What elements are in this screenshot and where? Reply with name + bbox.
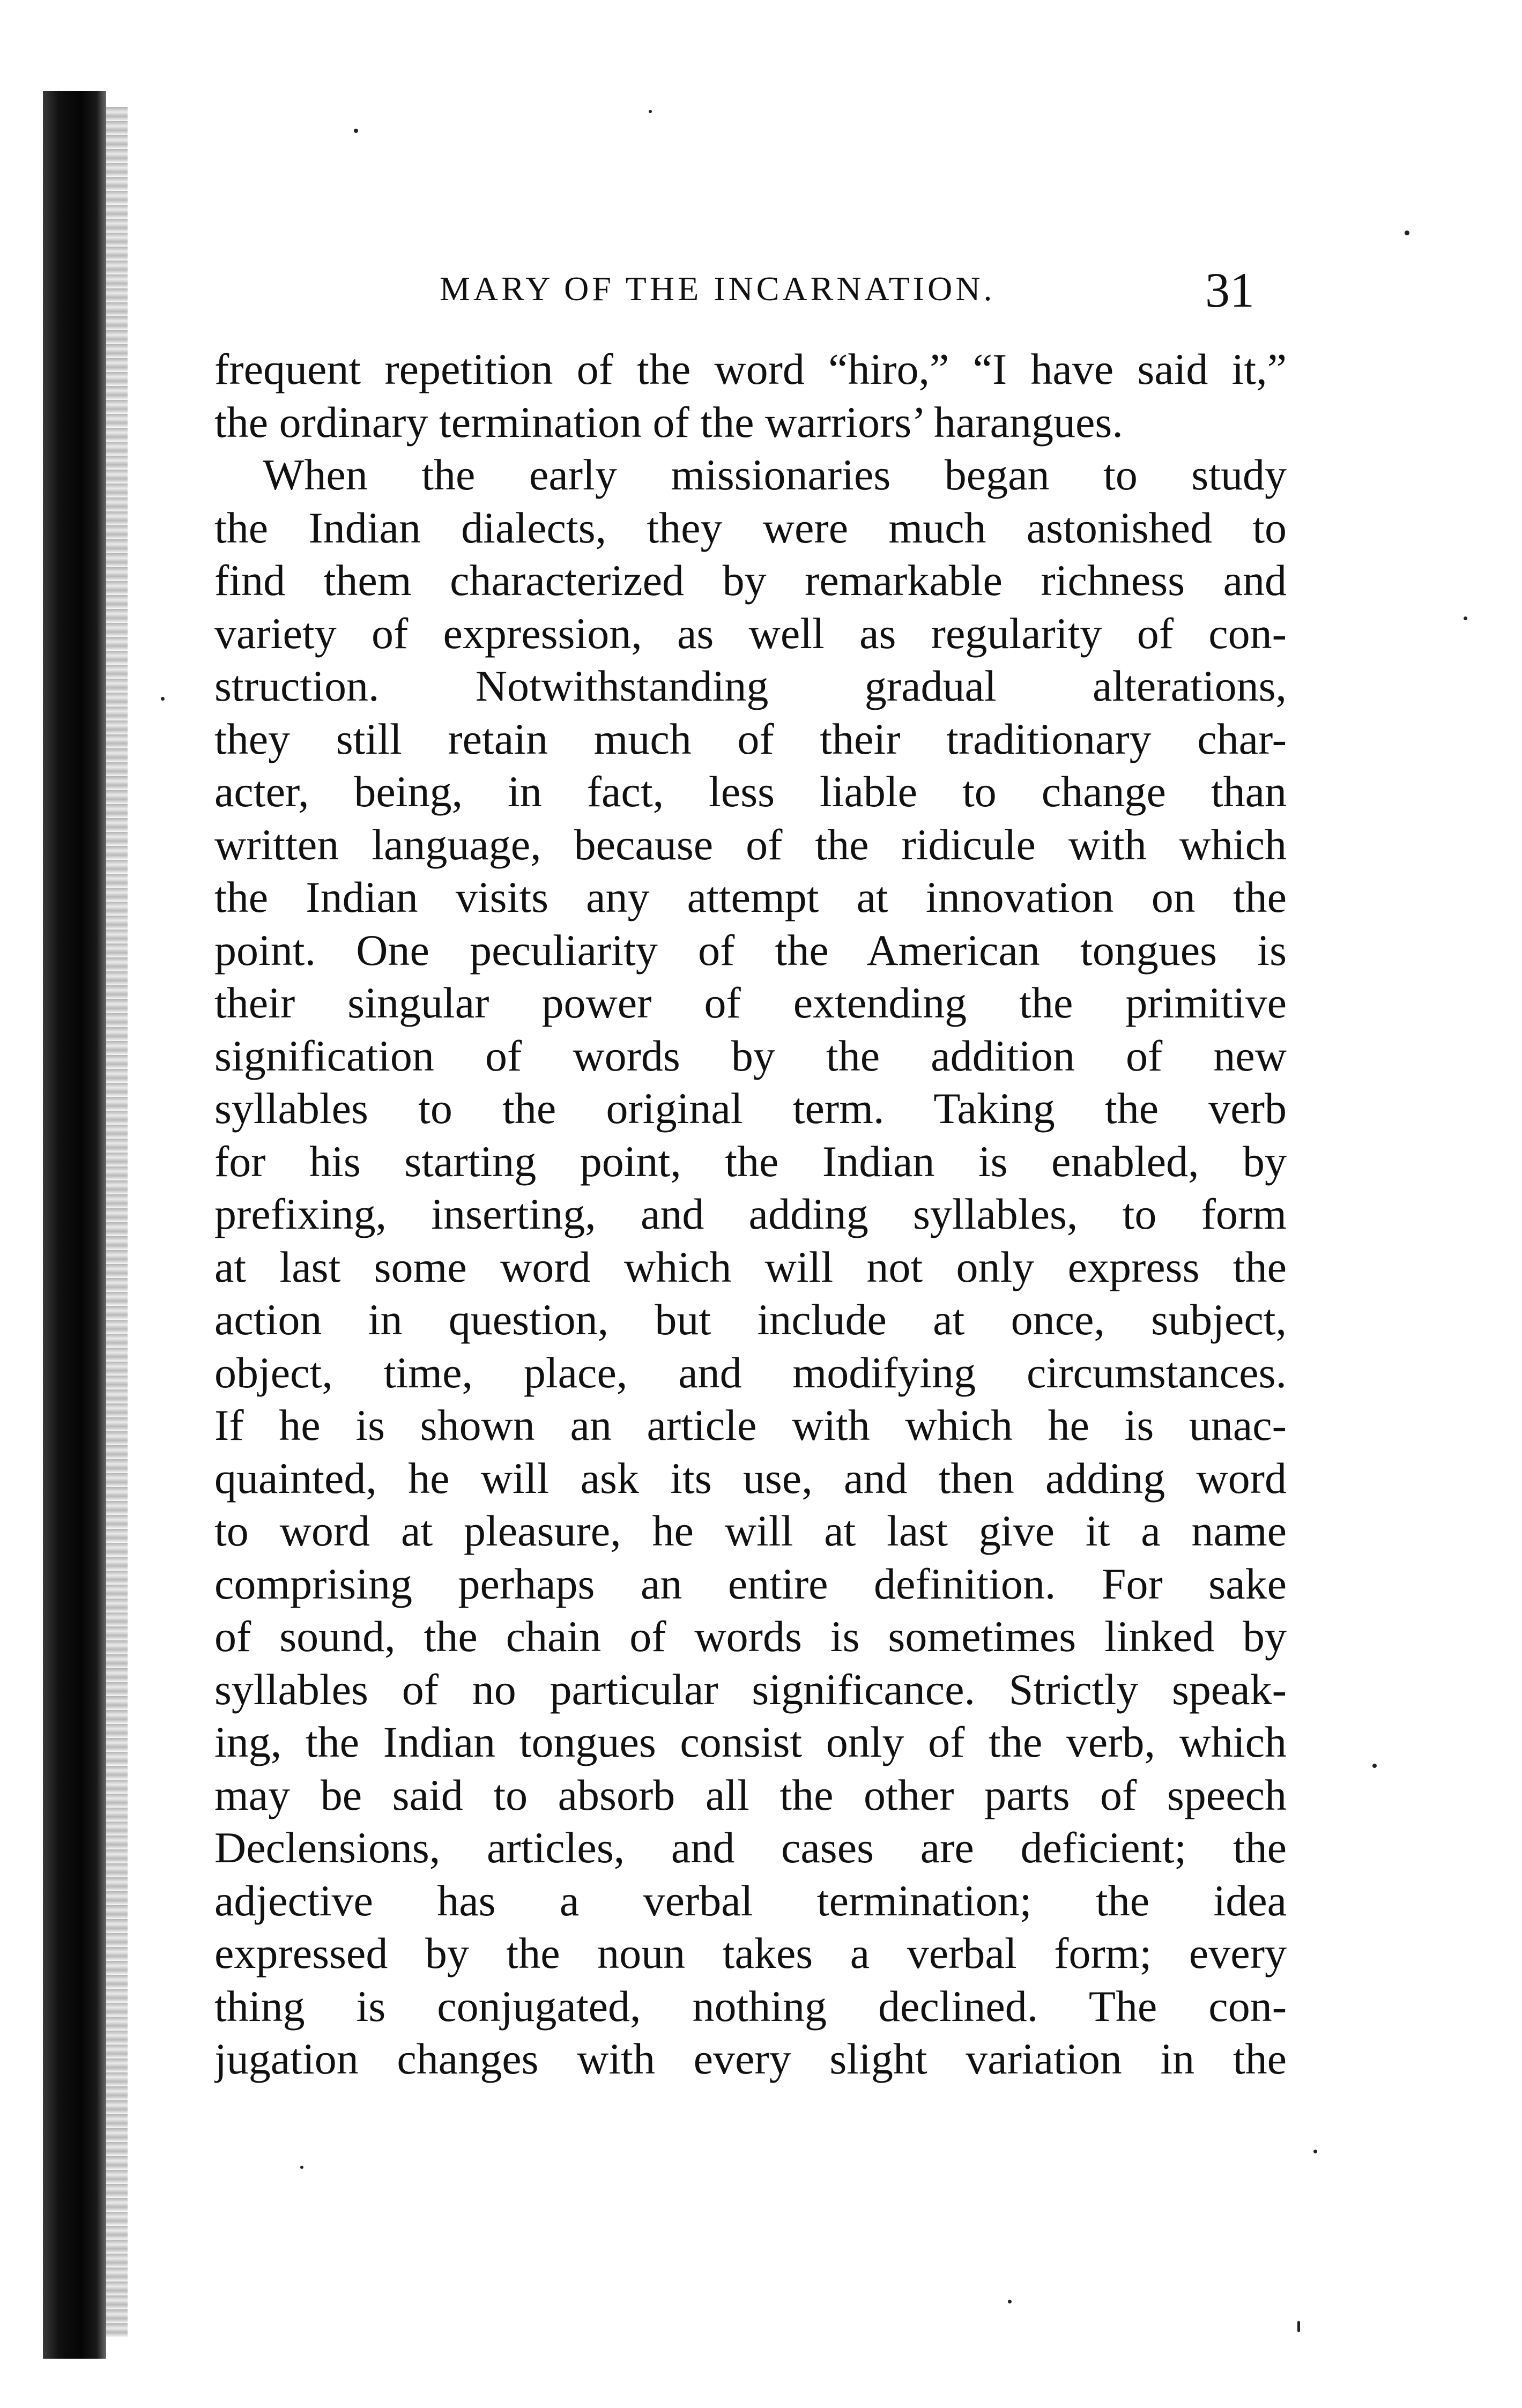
text-line: the Indian dialects, they were much astonished to [214,503,1287,552]
text-line: their singular power of extending the primitive [214,978,1287,1027]
page-number: 31 [1205,263,1254,317]
text-line: frequent repetition of the word “hiro,” “I have said it,” [214,345,1287,393]
text-line: at last some word which will not only express the [214,1242,1287,1291]
text-line: Declensions, articles, and cases are deficient; the [214,1823,1287,1872]
speck [1372,1764,1377,1768]
text-line: written language, because of the ridicule with which [214,820,1287,869]
text-line: the Indian visits any attempt at innovation on the [214,873,1287,921]
text-line: syllables to the original term. Taking the verb [214,1084,1287,1133]
speck [1313,2150,1317,2153]
speck [161,697,165,701]
speck [354,129,358,133]
running-head [440,262,1254,321]
speck [1297,2321,1300,2332]
text-line: struction. Notwithstanding gradual alterations, [214,662,1287,710]
text-line: object, time, place, and modifying circumstances. [214,1348,1287,1397]
binding-edge-fringe [106,107,128,2337]
text-line: syllables of no particular significance. Strictly speak- [214,1664,1287,1714]
speck [300,2166,303,2169]
text-line: find them characterized by remarkable richness and [214,556,1287,605]
text-line: of sound, the chain of words is sometimes linked by [214,1612,1287,1661]
text-line: thing is conjugated, nothing declined. The con- [214,1981,1287,2031]
text-line: prefixing, inserting, and adding syllables, to form [214,1190,1287,1238]
text-line: action in question, but include at once, subject, [214,1295,1287,1344]
text-line: signification of words by the addition of new [214,1031,1287,1080]
text-line: to word at pleasure, he will at last give it a name [214,1506,1287,1555]
text-line: point. One peculiarity of the American tongues is [214,925,1287,975]
text-line: If he is shown an article with which he is unac- [214,1401,1287,1450]
speck [1464,616,1467,620]
text-line: When the early missionaries began to study [263,450,1287,499]
speck [649,110,652,113]
text-line: quainted, he will ask its use, and then adding word [214,1453,1287,1503]
text-line: variety of expression, as well as regularity of con- [214,608,1287,658]
running-title: MARY OF THE INCARNATION. [440,270,996,308]
text-line: jugation changes with every slight variation in the [214,2034,1287,2083]
text-line: adjective has a verbal termination; the idea [214,1876,1287,1925]
text-line: the ordinary termination of the warriors’ harangues. [214,397,1123,447]
speck [1405,231,1409,235]
text-line: may be said to absorb all the other parts of speech [214,1770,1287,1819]
text-line: comprising perhaps an entire definition. For sake [214,1559,1287,1608]
text-line: they still retain much of their traditionary char- [214,714,1287,763]
text-line: for his starting point, the Indian is enabled, by [214,1136,1287,1186]
speck [1008,2300,1012,2303]
text-line: expressed by the noun takes a verbal form; every [214,1929,1287,1978]
text-line: ing, the Indian tongues consist only of the verb, which [214,1718,1287,1766]
text-line: acter, being, in fact, less liable to change than [214,767,1287,816]
binding-edge-shadow [43,91,106,2359]
body-text [214,343,1287,2086]
